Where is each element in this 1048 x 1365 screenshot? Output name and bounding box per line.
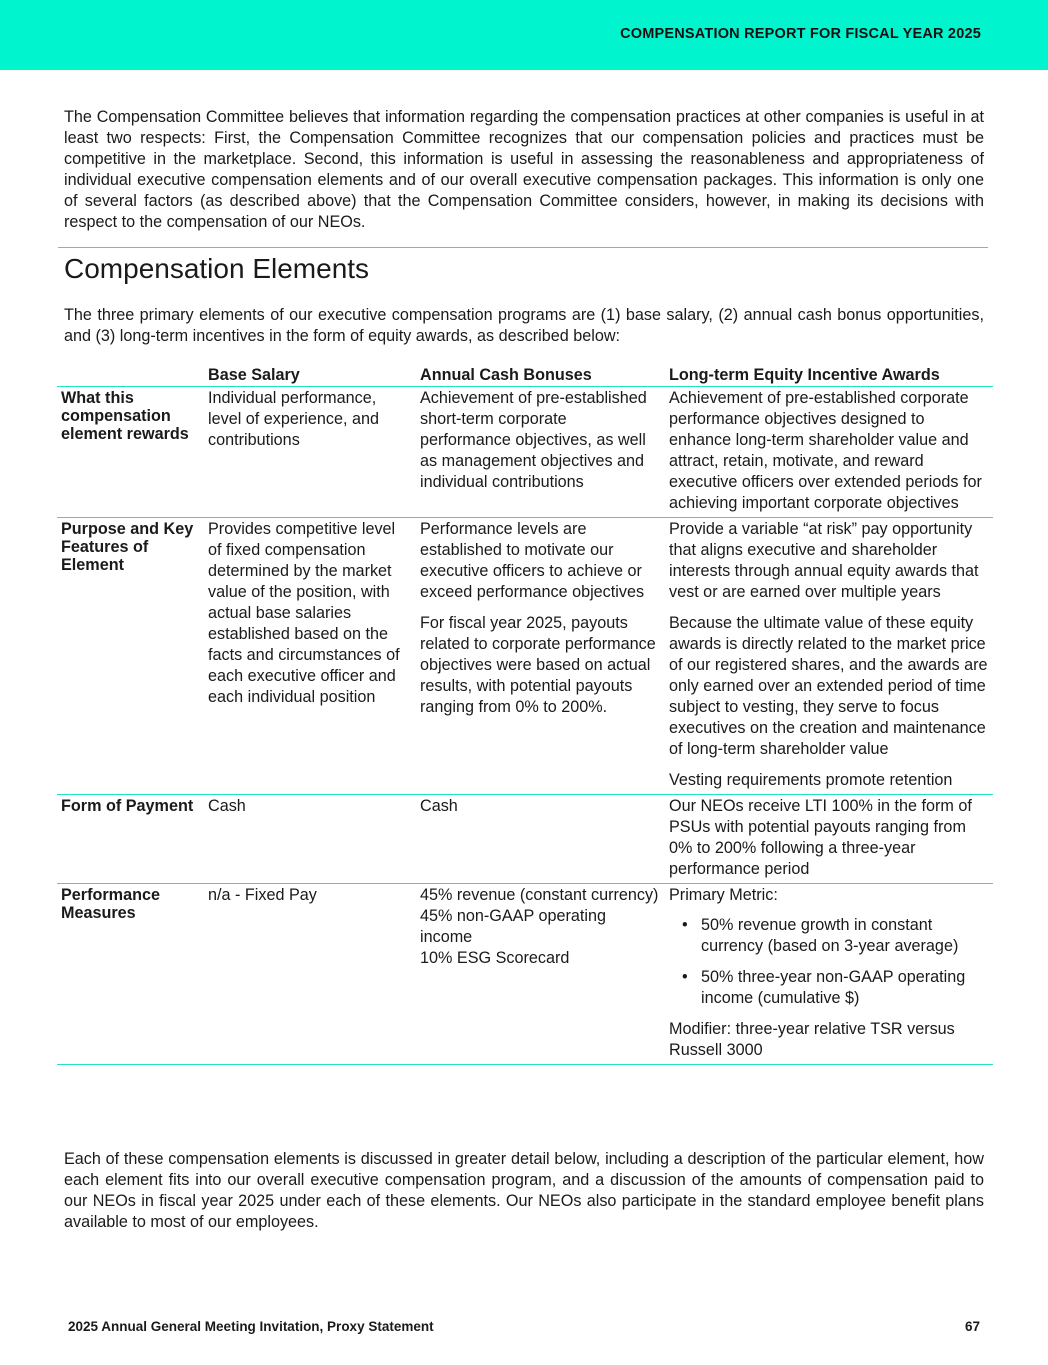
cell-text: Achievement of pre-established corporate performance objectives designed to enhance long-term shareholder value and attract, retain, motivate, and reward executive officers over extended periods for achieving important corporate objectives	[669, 389, 982, 512]
cell-text: Our NEOs receive LTI 100% in the form of PSUs with potential payouts ranging from 0% to 200% following a three-year performance period	[669, 797, 972, 878]
cell-text: Performance levels are established to motivate our executive officers to achieve or exceed performance objectives	[420, 520, 645, 601]
intro-paragraph: The Compensation Committee believes that information regarding the compensation practices at other companies is useful in at least two respects: First, the Compensation Committee recognizes that our compensation policies and practices must be competitive in the marketplace. Second, this information is useful in assessing the reasonableness and appropriateness of individual executive compensation elements and of our overall executive compensation packages. This information is only one of several factors (as described above) that the Compensation Committee considers, however, in making its decisions with respect to the compensation of our NEOs.	[64, 108, 984, 231]
row-label: Form of Payment	[57, 795, 204, 884]
cell-text: Cash	[420, 797, 458, 815]
cell-line: 45% non-GAAP operating income	[420, 907, 606, 946]
cell-text: Cash	[208, 797, 246, 815]
table-header-row	[57, 364, 993, 387]
compensation-elements-table	[57, 364, 993, 1065]
primary-metric-label: Primary Metric:	[669, 886, 778, 904]
cell-text: Provides competitive level of fixed compensation determined by the market value of the position, with actual base salaries established based on the facts and circumstances of each executive officer and each individual position	[208, 520, 400, 706]
cell-annual-cash-bonuses	[416, 884, 665, 1065]
table-header-corner	[57, 364, 204, 387]
row-label: What this compensation element rewards	[57, 387, 204, 518]
cell-annual-cash-bonuses	[416, 518, 665, 795]
closing-paragraph: Each of these compensation elements is discussed in greater detail below, including a description of the particular element, how each element fits into our overall executive compensation program, and a discussion of the amounts of compensation paid to our NEOs in fiscal year 2025 under each of these elements. Our NEOs also participate in the standard employee benefit plans available to most of our employees.	[64, 1150, 984, 1231]
cell-annual-cash-bonuses	[416, 795, 665, 884]
cell-base-salary	[204, 387, 416, 518]
page-number: 67	[964, 1319, 980, 1334]
cell-equity-awards	[665, 884, 993, 1065]
cell-base-salary	[204, 795, 416, 884]
header-annual-cash-bonuses: Annual Cash Bonuses	[416, 364, 665, 387]
section-intro: The three primary elements of our executive compensation programs are (1) base salary, (2) annual cash bonus opportunities, and (3) long-term incentives in the form of equity awards, as described below:	[64, 306, 984, 345]
table-row	[57, 795, 993, 884]
table-row	[57, 518, 993, 795]
list-item: • 50% three-year non-GAAP operating income (cumulative $)	[669, 967, 989, 1009]
section-title: Compensation Elements	[64, 253, 370, 284]
cell-equity-awards	[665, 518, 993, 795]
cell-base-salary	[204, 884, 416, 1065]
cell-text: Provide a variable “at risk” pay opportunity that aligns executive and shareholder interests through annual equity awards that vest or are earned over multiple years	[669, 520, 979, 601]
cell-text: For fiscal year 2025, payouts related to corporate performance objectives were based on actual results, with potential payouts ranging from 0% to 200%.	[420, 614, 656, 716]
modifier-text: Modifier: three-year relative TSR versus Russell 3000	[669, 1020, 955, 1059]
cell-equity-awards	[665, 795, 993, 884]
cell-text: Achievement of pre-established short-term corporate performance objectives, as well as management objectives and individual contributions	[420, 389, 647, 491]
row-label: Performance Measures	[57, 884, 204, 1065]
cell-line: 45% revenue (constant currency)	[420, 886, 659, 904]
cell-text: Because the ultimate value of these equity awards is directly related to the market price of our registered shares, and the awards are only earned over an extended period of time subject to vesting, they serve to focus executives on the creation and maintenance of long-term shareholder value	[669, 614, 988, 758]
report-title: COMPENSATION REPORT FOR FISCAL YEAR 2025	[620, 26, 981, 42]
cell-text: Individual performance, level of experience, and contributions	[208, 389, 379, 449]
cell-text: Vesting requirements promote retention	[669, 771, 953, 789]
cell-line: 10% ESG Scorecard	[420, 949, 570, 967]
cell-equity-awards	[665, 387, 993, 518]
table-row	[57, 884, 993, 1065]
cell-text: n/a - Fixed Pay	[208, 886, 317, 904]
header-equity-awards: Long-term Equity Incentive Awards	[665, 364, 993, 387]
footer-publication-title: 2025 Annual General Meeting Invitation, Proxy Statement	[68, 1319, 434, 1334]
cell-annual-cash-bonuses	[416, 387, 665, 518]
header-base-salary: Base Salary	[204, 364, 416, 387]
list-item: • 50% revenue growth in constant currency (based on 3-year average)	[669, 915, 989, 957]
row-label: Purpose and Key Features of Element	[57, 518, 204, 795]
cell-base-salary	[204, 518, 416, 795]
metric-list	[669, 915, 989, 1009]
table-row	[57, 387, 993, 518]
section-divider	[58, 247, 988, 248]
